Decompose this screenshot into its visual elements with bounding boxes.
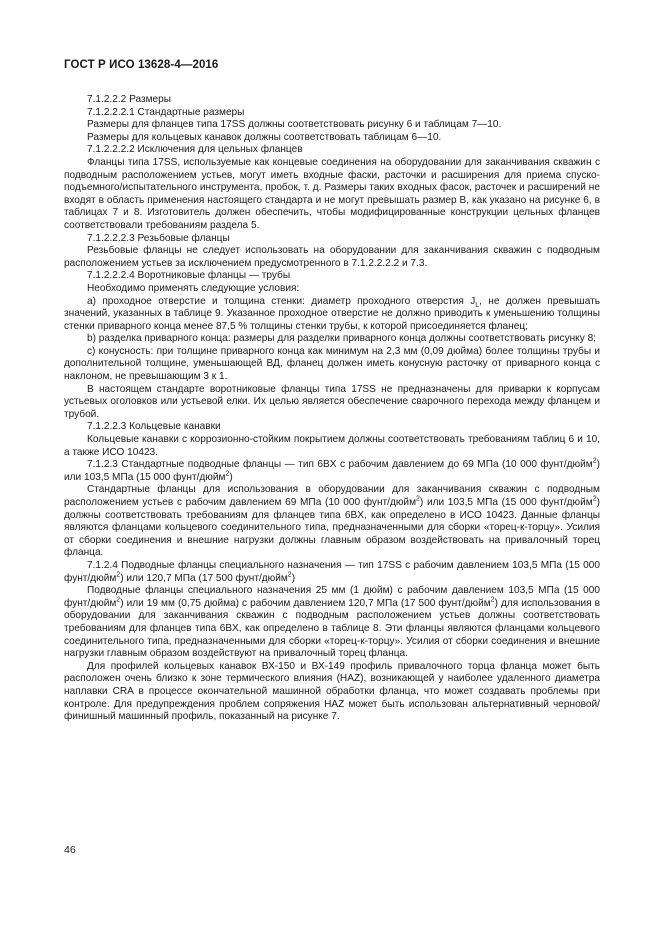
subscript: L bbox=[475, 301, 480, 309]
text-run: 7.1.2.4 Подводные фланцы специального назначения — тип 17SS с рабочим давлением 103,5 МПа (15 000 фунт/дюйм bbox=[64, 559, 600, 584]
document-body bbox=[64, 94, 600, 724]
superscript: 2 bbox=[287, 571, 292, 579]
section-heading: 7.1.2.2.3 Кольцевые канавки bbox=[87, 421, 221, 433]
text-run: ) bbox=[229, 471, 233, 483]
body-paragraph: Необходимо применять следующие условия: bbox=[87, 282, 300, 294]
body-paragraph: Кольцевые канавки с коррозионно-стойким покрытием должны соответствовать требованиям таблиц 6 и 10, а также ИСО 10423. bbox=[64, 434, 600, 458]
body-paragraph: Резьбовые фланцы не следует использовать на оборудовании для заканчивания скважин с подводным расположением устьев за исключением предусмотренного в 7.1.2.2.2.2 и 7.3. bbox=[64, 245, 600, 269]
section-heading: 7.1.2.2.2.3 Резьбовые фланцы bbox=[87, 232, 230, 244]
body-paragraph: Для профилей кольцевых канавок ВХ-150 и ВХ-149 профиль привалочного торца фланца может быть расположен очень близко к зоне термического влияния (HAZ), возникающей у наиболее удаленного диаметра наплавки CRA в процессе окончательной машинной обработки фланца, что может создавать проблемы при контроле. Для предупреждения проблем сопряжения HAZ может быть использован альтернативный черновой/финишный машинный профиль, показанный на рисунке 7. bbox=[64, 660, 600, 723]
list-item-a-end: , не должен превышать значений, указанных в таблице 9. Указанное проходное отверстие не должно приводить к уменьшению толщины стенки приварного конца менее 87,5 % толщины стенки трубы, к которой присоединяется фланец; bbox=[64, 295, 600, 332]
text-run: 7.1.2.3 Стандартные подводные фланцы — тип 6BX с рабочим давлением до 69 МПа (10 000 фунт/дюйм bbox=[87, 459, 593, 471]
list-item-b: b) разделка приварного конца: размеры для разделки приварного конца должны соответствовать рисунку 8; bbox=[87, 333, 596, 345]
superscript: 2 bbox=[592, 457, 597, 465]
superscript: 2 bbox=[225, 470, 230, 478]
list-item-a-start: а) проходное отверстие и толщина стенки: диаметр проходного отверстия J bbox=[87, 295, 476, 307]
body-paragraph bbox=[64, 484, 600, 560]
section-heading: 7.1.2.2.2.4 Воротниковые фланцы — трубы bbox=[87, 270, 291, 282]
text-run: ) должны соответствовать требованиям для фланцев типа 6BX, как определено в ИСО 10423. Данные фланцы являются фланцами кольцевого соединительного типа, предназначенными для сборки «торец-к-торцу». Усилия от сборки соединения и внешние нагрузки должны главным образом воздействовать на привалочный торец фланца. bbox=[64, 497, 600, 559]
text-run: Стандартные фланцы для использования в оборудовании для заканчивания скважин с подводным расположением устьев с рабочим давлением 69 МПа (10 000 фунт/дюйм bbox=[64, 484, 600, 508]
body-paragraph: Фланцы типа 17SS, используемые как концевые соединения на оборудовании для заканчивания скважин с подводным расположением устьев, могут иметь входные фаски, расточки и расширения для приема спуско-подъемного/испытательного инструмента, пробок, т. д. Размеры таких входных фасок, расточек и расширений не входят в область применения настоящего стандарта и не могут превышать размер В, как указано на рисунке 6, в таблицах 7 и 8. Изготовитель должен обеспечить, чтобы модифицированные конструкции цельных фланцев соответствовали требованиям раздела 5. bbox=[64, 156, 600, 231]
section-heading bbox=[64, 459, 600, 484]
superscript: 2 bbox=[116, 596, 121, 604]
section-heading bbox=[64, 560, 600, 585]
section-heading: 7.1.2.2.2.2 Исключения для цельных фланцев bbox=[87, 144, 303, 156]
text-run: ) или 19 мм (0,75 дюйма) с рабочим давлением 120,7 МПа (17 500 фунт/дюйм bbox=[120, 597, 491, 609]
text-run: ) или 120,7 МПа (17 500 фунт/дюйм bbox=[120, 572, 288, 584]
text-run: ) или 103,5 МПа (15 000 фунт/дюйм bbox=[419, 497, 593, 508]
superscript: 2 bbox=[416, 495, 420, 503]
body-paragraph bbox=[64, 585, 600, 661]
section-heading: 7.1.2.2.2 Размеры bbox=[87, 94, 172, 105]
superscript: 2 bbox=[116, 571, 121, 579]
body-paragraph: Размеры для кольцевых канавок должны соответствовать таблицам 6—10. bbox=[87, 131, 442, 143]
text-run: ) для использования в оборудовании для заканчивания скважин с подводным расположением устьев должны соответствовать требованиям для фланцев типа 6BX, как определено в таблице 8. Эти фланцы являются фланцами кольцевого соединительного типа, предназначенными для сборки «торец-к-торцу». Усилия от сборки соединения и внешние нагрузки главным образом воздействуют на привалочный торец фланца. bbox=[64, 597, 600, 660]
list-item-c: с) конусность: при толщине приварного конца как минимум на 2,3 мм (0,09 дюйма) более толщины трубы и дополнительной толщине, уменьшающей ВД, фланец должен иметь конусную расточку от приварного конца с наклоном, не превышающим 3 к 1. bbox=[64, 345, 600, 383]
document-header: ГОСТ Р ИСО 13628-4—2016 bbox=[64, 59, 219, 71]
body-paragraph: В настоящем стандарте воротниковые фланцы типа 17SS не предназначены для приварки к корпусам устьевых оголовков или устьевой елки. Их целью является обеспечение сварочного перехода между фланцем и трубой. bbox=[64, 383, 600, 420]
page-number: 46 bbox=[64, 844, 76, 856]
text-run: ) или 103,5 МПа (15 000 фунт/дюйм bbox=[64, 459, 600, 483]
text-run: ) bbox=[291, 572, 296, 584]
list-item-a bbox=[64, 296, 600, 334]
text-run: Подводные фланцы специального назначения 25 мм (1 дюйм) с рабочим давлением 103,5 МПа (15 000 фунт/дюйм bbox=[64, 585, 600, 609]
superscript: 2 bbox=[592, 495, 597, 503]
body-paragraph: Размеры для фланцев типа 17SS должны соответствовать рисунку 6 и таблицам 7—10. bbox=[87, 119, 502, 131]
section-heading: 7.1.2.2.2.1 Стандартные размеры bbox=[87, 106, 245, 118]
superscript: 2 bbox=[490, 596, 495, 604]
